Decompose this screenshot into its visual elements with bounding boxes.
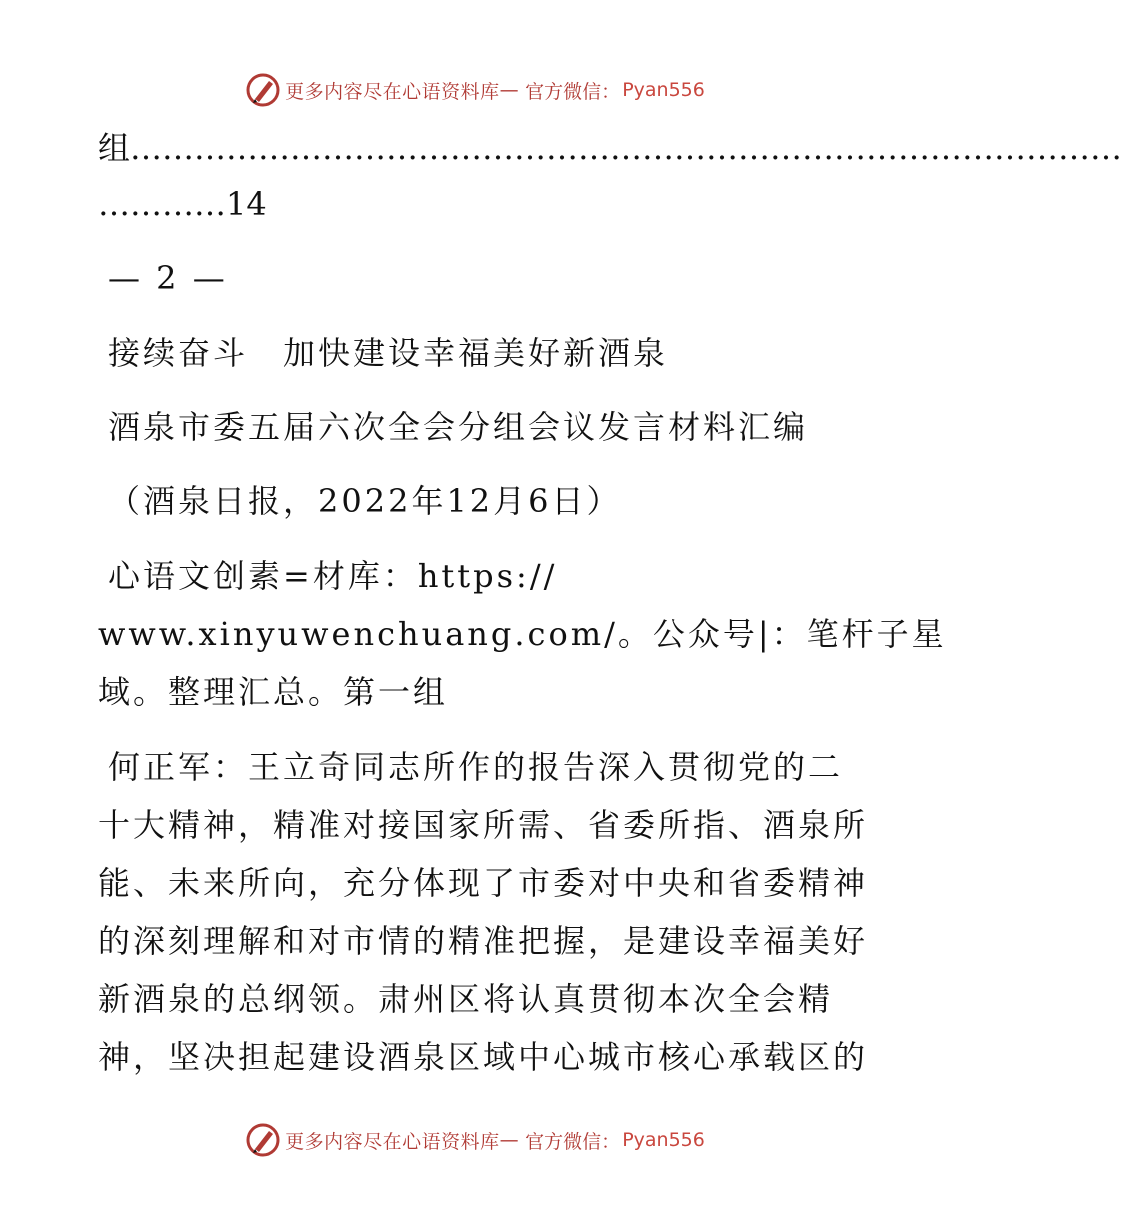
source-line: （酒泉日报，2022年12月6日） (108, 482, 622, 520)
header-banner (0, 70, 950, 110)
pen-logo-icon (245, 1122, 281, 1158)
banner-dash: — (499, 79, 520, 101)
body-line: 神，坚决担起建设酒泉区域中心城市核心承载区的 (98, 1038, 869, 1076)
body-line: 域。整理汇总。第一组 (98, 673, 449, 711)
document-subtitle: 酒泉市委五届六次全会分组会议发言材料汇编 (108, 408, 809, 446)
banner-wechat-id: Pyan556 (622, 1129, 705, 1151)
footer-banner (0, 1120, 950, 1160)
banner-wechat-label: 官方微信： (525, 1130, 621, 1153)
body-line: 何正军：王立奇同志所作的报告深入贯彻党的二 (108, 748, 844, 786)
pen-logo-icon (245, 72, 281, 108)
banner-wechat-id: Pyan556 (622, 79, 705, 101)
page-number: — 2 — (108, 259, 228, 297)
body-line: www.xinyuwenchuang.com/。公众号|：笔杆子星 (98, 615, 947, 653)
body-line: 心语文创素=材库：https:// (108, 557, 558, 595)
body-line: 能、未来所向，充分体现了市委对中央和省委精神 (98, 864, 869, 902)
body-line: 的深刻理解和对市情的精准把握，是建设幸福美好 (98, 922, 869, 960)
banner-text: 更多内容尽在心语资料库 (285, 1130, 500, 1153)
body-line: 新酒泉的总纲领。肃州区将认真贯彻本次全会精 (98, 980, 834, 1018)
banner-wechat-label: 官方微信： (525, 80, 621, 103)
toc-line-2: …………14 (98, 185, 267, 223)
body-line: 十大精神，精准对接国家所需、省委所指、酒泉所 (98, 806, 869, 844)
toc-line-1: 组………………………………………………………………………………… (98, 129, 1122, 167)
document-title: 接续奋斗 加快建设幸福美好新酒泉 (108, 334, 669, 372)
banner-dash: — (499, 1129, 520, 1151)
banner-text: 更多内容尽在心语资料库 (285, 80, 500, 103)
